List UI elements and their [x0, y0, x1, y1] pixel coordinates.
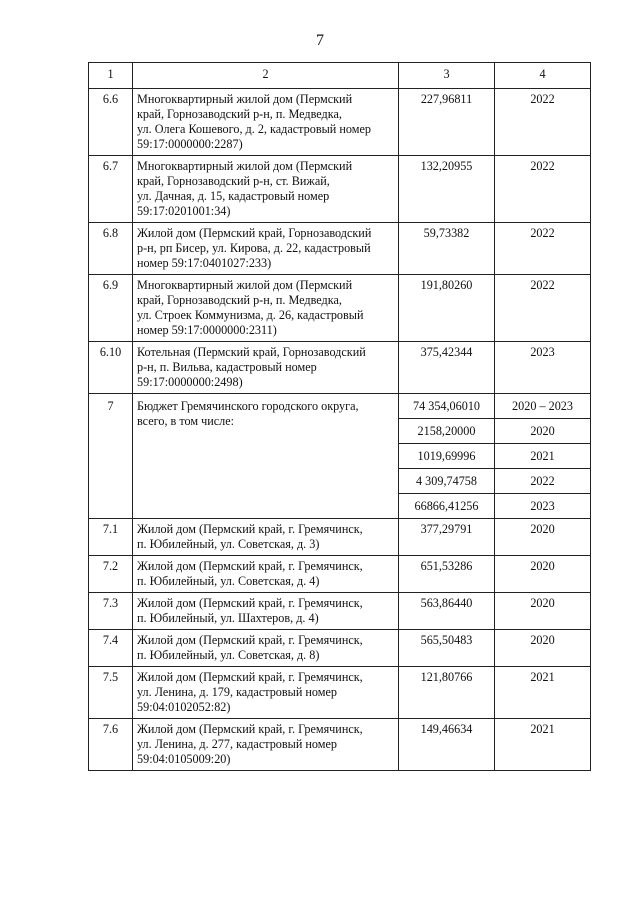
row-value: 191,80260: [399, 275, 495, 342]
row-value: 121,80766: [399, 667, 495, 719]
row-year: 2020 – 2023: [495, 394, 591, 419]
row-number: 7.6: [89, 719, 133, 771]
row-number: 6.6: [89, 89, 133, 156]
row-value: 149,46634: [399, 719, 495, 771]
page-number: 7: [316, 32, 324, 49]
table-row: [89, 667, 591, 719]
table-row: [89, 519, 591, 556]
row-year: 2020: [495, 556, 591, 593]
row-value: 227,96811: [399, 89, 495, 156]
row-number: 6.8: [89, 223, 133, 275]
table-row: [89, 556, 591, 593]
row-description: Жилой дом (Пермский край, г. Гремячинск, п. Юбилейный, ул. Шахтеров, д. 4): [133, 593, 399, 630]
row-year: 2021: [495, 719, 591, 771]
row-description: Жилой дом (Пермский край, г. Гремячинск, ул. Ленина, д. 277, кадастровый номер 59:04:0105009:20): [133, 719, 399, 771]
column-header-1: 1: [89, 63, 133, 89]
row-description: Жилой дом (Пермский край, г. Гремячинск, п. Юбилейный, ул. Советская, д. 8): [133, 630, 399, 667]
row-description: Жилой дом (Пермский край, г. Гремячинск, ул. Ленина, д. 179, кадастровый номер 59:04:0102052:82): [133, 667, 399, 719]
row-year: 2020: [495, 630, 591, 667]
row-year: 2020: [495, 519, 591, 556]
row-year: 2022: [495, 223, 591, 275]
row-value: 74 354,06010: [399, 394, 495, 419]
row-year: 2023: [495, 342, 591, 394]
row-number: 7.3: [89, 593, 133, 630]
row-description: Многоквартирный жилой дом (Пермский край, Горнозаводский р-н, ст. Вижай, ул. Дачная, д. 15, кадастровый номер 59:17:0201001:34): [133, 156, 399, 223]
column-header-3: 3: [399, 63, 495, 89]
table-row: [89, 275, 591, 342]
table-row: [89, 156, 591, 223]
table-header-row: [89, 63, 591, 89]
row-value: 59,73382: [399, 223, 495, 275]
row-year: 2022: [495, 89, 591, 156]
table-row: [89, 342, 591, 394]
row-value: 132,20955: [399, 156, 495, 223]
row-number: 6.10: [89, 342, 133, 394]
row-value: 651,53286: [399, 556, 495, 593]
row-number: 7: [89, 394, 133, 519]
row-description: Жилой дом (Пермский край, г. Гремячинск, п. Юбилейный, ул. Советская, д. 4): [133, 556, 399, 593]
row-year: 2022: [495, 275, 591, 342]
row-value: 4 309,74758: [399, 469, 495, 494]
row-description: Котельная (Пермский край, Горнозаводский р-н, п. Вильва, кадастровый номер 59:17:0000000:2498): [133, 342, 399, 394]
row-value: 563,86440: [399, 593, 495, 630]
row-year: 2021: [495, 444, 591, 469]
row-number: 6.7: [89, 156, 133, 223]
row-year: 2023: [495, 494, 591, 519]
row-description: Бюджет Гремячинского городского округа, всего, в том числе:: [133, 394, 399, 519]
row-value: 2158,20000: [399, 419, 495, 444]
row-value: 375,42344: [399, 342, 495, 394]
row-year: 2022: [495, 156, 591, 223]
table-row: [89, 719, 591, 771]
row-description: Многоквартирный жилой дом (Пермский край, Горнозаводский р-н, п. Медведка, ул. Строек Коммунизма, д. 26, кадастровый номер 59:17:0000000:2311): [133, 275, 399, 342]
row-year: 2020: [495, 419, 591, 444]
column-header-4: 4: [495, 63, 591, 89]
row-number: 7.1: [89, 519, 133, 556]
row-description: Многоквартирный жилой дом (Пермский край, Горнозаводский р-н, п. Медведка, ул. Олега Кошевого, д. 2, кадастровый номер 59:17:0000000:2287): [133, 89, 399, 156]
row-value: 565,50483: [399, 630, 495, 667]
table-row: [89, 223, 591, 275]
row-number: 6.9: [89, 275, 133, 342]
row-description: Жилой дом (Пермский край, г. Гремячинск, п. Юбилейный, ул. Советская, д. 3): [133, 519, 399, 556]
table-row-group-7: [89, 394, 591, 419]
row-value: 66866,41256: [399, 494, 495, 519]
table-row: [89, 89, 591, 156]
row-number: 7.2: [89, 556, 133, 593]
row-number: 7.5: [89, 667, 133, 719]
row-year: 2022: [495, 469, 591, 494]
row-year: 2021: [495, 667, 591, 719]
row-value: 1019,69996: [399, 444, 495, 469]
row-description: Жилой дом (Пермский край, Горнозаводский р-н, рп Бисер, ул. Кирова, д. 22, кадастровый номер 59:17:0401027:233): [133, 223, 399, 275]
row-value: 377,29791: [399, 519, 495, 556]
row-number: 7.4: [89, 630, 133, 667]
table-row: [89, 593, 591, 630]
column-header-2: 2: [133, 63, 399, 89]
document-table: [88, 62, 591, 771]
table-row: [89, 630, 591, 667]
row-year: 2020: [495, 593, 591, 630]
